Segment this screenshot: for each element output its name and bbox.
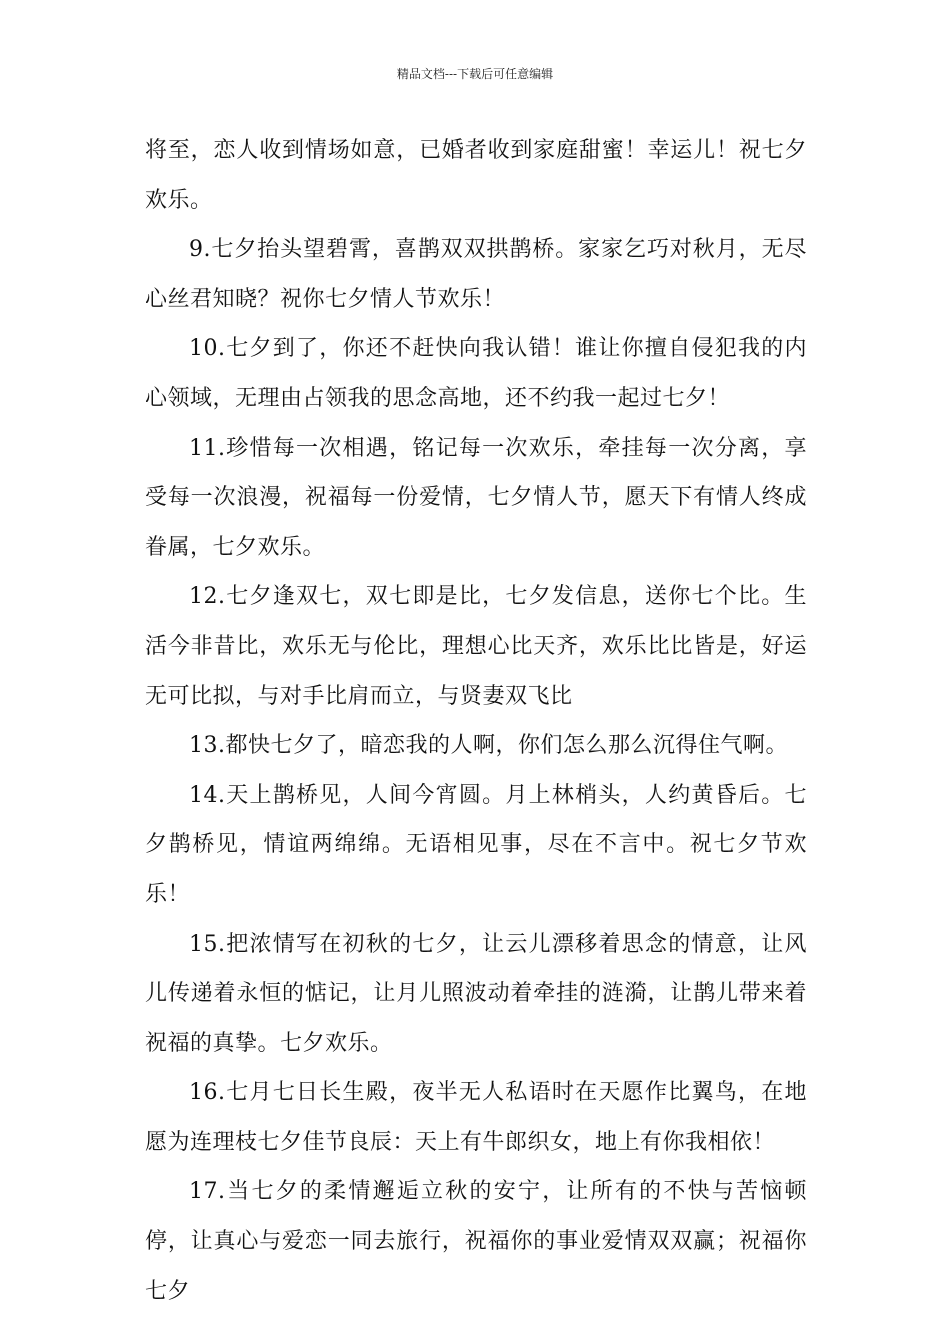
page-header: 精品文档---下载后可任意编辑 xyxy=(396,67,554,81)
paragraph: 10.七夕到了，你还不赶快向我认错！谁让你擅自侵犯我的内心领域，无理由占领我的思念高地，还不约我一起过七夕！ xyxy=(145,336,807,411)
paragraph: 11.珍惜每一次相遇，铭记每一次欢乐，牵挂每一次分离，享受每一次浪漫，祝福每一份爱情，七夕情人节，愿天下有情人终成眷属，七夕欢乐。 xyxy=(145,435,807,560)
paragraph: 将至，恋人收到情场如意，已婚者收到家庭甜蜜！幸运儿！祝七夕欢乐。 xyxy=(145,138,807,213)
paragraph: 14.天上鹊桥见，人间今宵圆。月上林梢头，人约黄昏后。七夕鹊桥见，情谊两绵绵。无语相见事，尽在不言中。祝七夕节欢乐！ xyxy=(145,782,807,907)
paragraph: 12.七夕逢双七，双七即是比，七夕发信息，送你七个比。生活今非昔比，欢乐无与伦比，理想心比天齐，欢乐比比皆是，好运无可比拟，与对手比肩而立，与贤妻双飞比 xyxy=(145,584,807,709)
paragraph: 9.七夕抬头望碧霄，喜鹊双双拱鹊桥。家家乞巧对秋月，无尽心丝君知晓？祝你七夕情人节欢乐！ xyxy=(145,237,807,312)
paragraph: 16.七月七日长生殿，夜半无人私语时在天愿作比翼鸟，在地愿为连理枝七夕佳节良辰：天上有牛郎织女，地上有你我相依！ xyxy=(145,1080,807,1155)
paragraph: 13.都快七夕了，暗恋我的人啊，你们怎么那么沉得住气啊。 xyxy=(189,733,788,759)
paragraph: 15.把浓情写在初秋的七夕，让云儿漂移着思念的情意，让风儿传递着永恒的惦记，让月儿照波动着牵挂的涟漪，让鹊儿带来着祝福的真挚。七夕欢乐。 xyxy=(145,931,807,1056)
paragraph: 17.当七夕的柔情邂逅立秋的安宁，让所有的不快与苦恼顿停，让真心与爱恋一同去旅行，祝福你的事业爱情双双赢；祝福你七夕 xyxy=(145,1179,807,1304)
document-body xyxy=(145,126,807,1316)
